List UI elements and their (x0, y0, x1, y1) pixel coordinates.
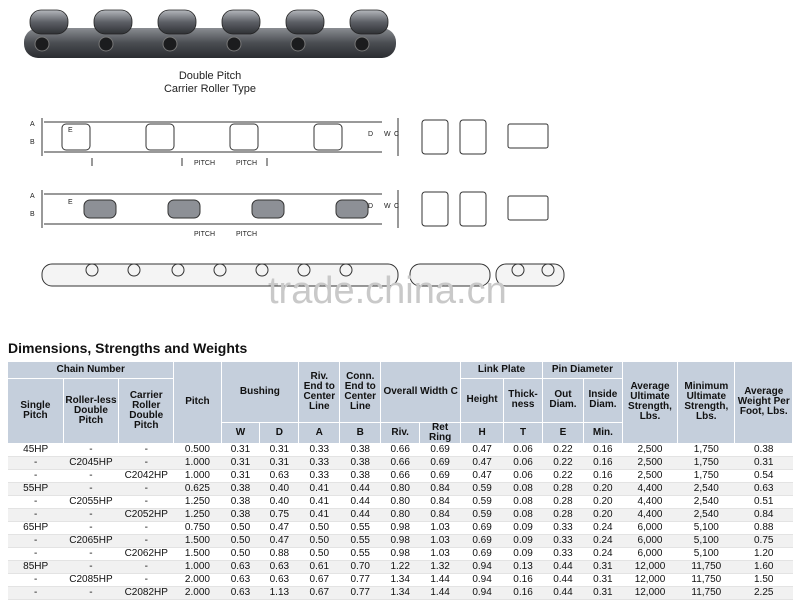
header-thickness: Thick-ness (504, 378, 543, 422)
table-cell: 0.61 (299, 560, 340, 573)
subheader-b: B (340, 422, 381, 443)
table-cell: 0.08 (504, 495, 543, 508)
table-cell: - (119, 456, 174, 469)
label-c: C (394, 131, 400, 138)
table-cell: 0.66 (381, 469, 420, 482)
table-row (8, 456, 793, 469)
table-cell: - (119, 443, 174, 456)
table-cell: - (119, 521, 174, 534)
table-cell: C2085HP (63, 573, 118, 586)
table-cell: 0.22 (542, 456, 583, 469)
table-cell: 0.66 (381, 456, 420, 469)
table-cell: 6,000 (622, 534, 677, 547)
header-riv-end: Riv. End to Center Line (299, 362, 340, 422)
table-cell: - (63, 521, 118, 534)
label-e: E (68, 127, 73, 134)
subheader-w: W (221, 422, 260, 443)
table-cell: 0.69 (420, 469, 461, 482)
table-cell: 0.09 (504, 534, 543, 547)
table-cell: 0.63 (260, 560, 299, 573)
table-cell: - (119, 573, 174, 586)
table-cell: 1.44 (420, 586, 461, 599)
table-cell: 0.88 (260, 547, 299, 560)
label-w: W (384, 131, 391, 138)
table-cell: 0.80 (381, 508, 420, 521)
table-cell: 0.47 (461, 469, 504, 482)
table-cell: 1.000 (174, 469, 221, 482)
table-cell: 1.20 (735, 547, 793, 560)
table-cell: - (8, 573, 63, 586)
table-cell: 0.50 (221, 547, 260, 560)
table-cell: 0.08 (504, 482, 543, 495)
table-cell: 2,500 (622, 443, 677, 456)
label-d-2: D (368, 203, 374, 210)
table-cell: 0.69 (420, 456, 461, 469)
table-cell: 5,100 (678, 547, 735, 560)
table-row (8, 443, 793, 456)
table-cell: 12,000 (622, 586, 677, 599)
table-cell: 1.000 (174, 560, 221, 573)
table-cell: 1,750 (678, 443, 735, 456)
table-cell: 85HP (8, 560, 63, 573)
table-cell: 1.03 (420, 534, 461, 547)
header-bushing: Bushing (221, 362, 299, 422)
table-cell: 0.44 (340, 495, 381, 508)
table-cell: 0.63 (221, 560, 260, 573)
table-cell: 5,100 (678, 534, 735, 547)
table-cell: 0.54 (735, 469, 793, 482)
table-cell: 0.63 (735, 482, 793, 495)
header-avg-weight: Average Weight Per Foot, Lbs. (735, 362, 793, 443)
table-cell: 5,100 (678, 521, 735, 534)
table-cell: 0.41 (299, 508, 340, 521)
table-cell: 0.06 (504, 443, 543, 456)
table-cell: 0.63 (221, 586, 260, 599)
table-cell: 0.31 (260, 456, 299, 469)
table-cell: 2,540 (678, 495, 735, 508)
chain-drawing-top (22, 112, 582, 172)
table-cell: 1.250 (174, 508, 221, 521)
table-cell: C2082HP (119, 586, 174, 599)
table-cell: 0.75 (735, 534, 793, 547)
table-cell: 0.70 (340, 560, 381, 573)
table-row (8, 482, 793, 495)
table-cell: 0.66 (381, 443, 420, 456)
subheader-d: D (260, 422, 299, 443)
header-carrier-roller: Carrier Roller Double Pitch (119, 378, 174, 443)
table-cell: 1.22 (381, 560, 420, 573)
table-cell: 1.60 (735, 560, 793, 573)
table-cell: 0.84 (420, 495, 461, 508)
table-cell: - (63, 586, 118, 599)
table-cell: 0.41 (299, 482, 340, 495)
table-cell: 0.06 (504, 469, 543, 482)
table-cell: 0.77 (340, 586, 381, 599)
table-row (8, 547, 793, 560)
header-height: Height (461, 378, 504, 422)
table-cell: - (119, 534, 174, 547)
table-cell: 4,400 (622, 495, 677, 508)
table-row (8, 534, 793, 547)
table-cell: 12,000 (622, 560, 677, 573)
table-cell: 1.13 (260, 586, 299, 599)
table-cell: 0.16 (583, 456, 622, 469)
table-cell: 0.38 (340, 443, 381, 456)
table-cell: 0.55 (340, 547, 381, 560)
table-cell: 0.33 (299, 456, 340, 469)
header-avg-strength: Average Ultimate Strength, Lbs. (622, 362, 677, 443)
table-cell: 0.44 (340, 508, 381, 521)
table-cell: 0.24 (583, 534, 622, 547)
table-cell: 0.16 (583, 469, 622, 482)
table-cell: 0.28 (542, 495, 583, 508)
table-cell: 0.44 (542, 560, 583, 573)
table-cell: 1,750 (678, 456, 735, 469)
table-cell: C2055HP (63, 495, 118, 508)
table-cell: 1.500 (174, 534, 221, 547)
table-cell: 0.40 (260, 495, 299, 508)
table-cell: 0.67 (299, 573, 340, 586)
header-overall-width: Overall Width C (381, 362, 461, 422)
table-cell: 0.31 (735, 456, 793, 469)
table-cell: 0.59 (461, 508, 504, 521)
table-cell: C2045HP (63, 456, 118, 469)
table-cell: 0.24 (583, 547, 622, 560)
table-row (8, 521, 793, 534)
table-cell: 0.44 (542, 573, 583, 586)
table-cell: 0.63 (260, 573, 299, 586)
table-cell: 0.50 (299, 521, 340, 534)
table-cell: 0.63 (221, 573, 260, 586)
label-pitch-3: PITCH (194, 231, 215, 238)
table-cell: - (119, 495, 174, 508)
table-cell: C2052HP (119, 508, 174, 521)
header-min-strength: Minimum Ultimate Strength, Lbs. (678, 362, 735, 443)
table-row (8, 586, 793, 599)
table-cell: 0.84 (735, 508, 793, 521)
label-pitch-4: PITCH (236, 231, 257, 238)
table-cell: 2,540 (678, 508, 735, 521)
table-cell: 0.13 (504, 560, 543, 573)
table-cell: 0.33 (542, 521, 583, 534)
table-cell: 1,750 (678, 469, 735, 482)
table-cell: 2,500 (622, 469, 677, 482)
table-cell: 6,000 (622, 547, 677, 560)
table-cell: 2.25 (735, 586, 793, 599)
table-cell: 0.28 (542, 508, 583, 521)
table-cell: 1.000 (174, 456, 221, 469)
table-cell: 0.67 (299, 586, 340, 599)
table-cell: 0.31 (221, 469, 260, 482)
table-cell: 0.500 (174, 443, 221, 456)
table-cell: - (8, 469, 63, 482)
table-cell: 0.98 (381, 547, 420, 560)
table-cell: - (8, 586, 63, 599)
subheader-ret-ring: Ret Ring (420, 422, 461, 443)
table-cell: 11,750 (678, 560, 735, 573)
table-cell: 0.63 (260, 469, 299, 482)
table-cell: C2065HP (63, 534, 118, 547)
subheader-t: T (504, 422, 543, 443)
table-row (8, 560, 793, 573)
table-cell: 1.32 (420, 560, 461, 573)
table-cell: 4,400 (622, 482, 677, 495)
header-rollerless: Roller-less Double Pitch (63, 378, 118, 443)
table-cell: - (8, 534, 63, 547)
table-cell: 11,750 (678, 586, 735, 599)
chain-photo (22, 6, 402, 64)
table-cell: 0.08 (504, 508, 543, 521)
table-cell: 1.50 (735, 573, 793, 586)
table-cell: - (63, 547, 118, 560)
table-cell: 1.44 (420, 573, 461, 586)
label-a-2: A (30, 193, 35, 200)
table-cell: 0.55 (340, 521, 381, 534)
table-cell: - (63, 443, 118, 456)
table-cell: 0.47 (260, 521, 299, 534)
table-cell: 0.16 (583, 443, 622, 456)
table-cell: 0.50 (299, 534, 340, 547)
table-cell: 0.38 (221, 508, 260, 521)
label-b-2: B (30, 211, 35, 218)
table-cell: - (63, 469, 118, 482)
spec-table-body (8, 443, 793, 599)
table-cell: 0.55 (340, 534, 381, 547)
table-cell: 1.34 (381, 586, 420, 599)
table-cell: 0.38 (340, 469, 381, 482)
table-cell: - (63, 560, 118, 573)
table-cell: 0.22 (542, 469, 583, 482)
table-cell: 0.77 (340, 573, 381, 586)
table-cell: 0.33 (299, 469, 340, 482)
table-cell: - (8, 508, 63, 521)
table-cell: 1.34 (381, 573, 420, 586)
header-inside-diam: Inside Diam. (583, 378, 622, 422)
table-cell: 0.47 (260, 534, 299, 547)
table-row (8, 508, 793, 521)
label-w-2: W (384, 203, 391, 210)
table-cell: 0.38 (735, 443, 793, 456)
table-cell: 0.38 (340, 456, 381, 469)
subheader-riv: Riv. (381, 422, 420, 443)
table-cell: - (63, 508, 118, 521)
table-cell: 0.38 (221, 495, 260, 508)
section-title: Dimensions, Strengths and Weights (8, 340, 248, 356)
table-cell: 0.33 (542, 547, 583, 560)
table-cell: 0.84 (420, 482, 461, 495)
table-cell: 6,000 (622, 521, 677, 534)
label-pitch-1: PITCH (194, 160, 215, 167)
table-cell: C2062HP (119, 547, 174, 560)
table-cell: 0.28 (542, 482, 583, 495)
spec-table (8, 362, 793, 600)
header-chain-number: Chain Number (8, 362, 174, 378)
table-cell: 0.31 (583, 586, 622, 599)
subheader-e: E (542, 422, 583, 443)
table-cell: 0.69 (420, 443, 461, 456)
table-cell: 0.44 (542, 586, 583, 599)
watermark: trade.china.cn (268, 270, 507, 312)
table-row (8, 495, 793, 508)
subheader-h: H (461, 422, 504, 443)
table-cell: 0.50 (299, 547, 340, 560)
label-pitch-2: PITCH (236, 160, 257, 167)
table-cell: 0.31 (221, 443, 260, 456)
label-b: B (30, 139, 35, 146)
table-cell: 2.000 (174, 573, 221, 586)
table-cell: 0.40 (260, 482, 299, 495)
table-cell: 2.000 (174, 586, 221, 599)
table-cell: 0.59 (461, 495, 504, 508)
header-single-pitch: Single Pitch (8, 378, 63, 443)
table-cell: 0.47 (461, 443, 504, 456)
table-cell: 0.94 (461, 586, 504, 599)
table-cell: 0.47 (461, 456, 504, 469)
table-cell: 0.41 (299, 495, 340, 508)
header-conn-end: Conn. End to Center Line (340, 362, 381, 422)
table-cell: 0.33 (542, 534, 583, 547)
table-cell: 11,750 (678, 573, 735, 586)
table-cell: 0.20 (583, 482, 622, 495)
table-cell: - (119, 560, 174, 573)
table-row (8, 469, 793, 482)
caption-line-2: Carrier Roller Type (163, 83, 257, 95)
table-cell: 0.94 (461, 560, 504, 573)
table-cell: - (63, 482, 118, 495)
table-cell: 0.69 (461, 521, 504, 534)
table-cell: 0.69 (461, 534, 504, 547)
subheader-a: A (299, 422, 340, 443)
table-cell: 2,500 (622, 456, 677, 469)
label-c-2: C (394, 203, 400, 210)
table-cell: 0.20 (583, 495, 622, 508)
table-cell: 0.50 (221, 534, 260, 547)
table-cell: 0.98 (381, 521, 420, 534)
table-cell: 0.31 (583, 573, 622, 586)
table-cell: 4,400 (622, 508, 677, 521)
table-cell: 0.31 (583, 560, 622, 573)
table-row (8, 573, 793, 586)
table-cell: 0.750 (174, 521, 221, 534)
table-cell: 0.59 (461, 482, 504, 495)
table-cell: 0.84 (420, 508, 461, 521)
table-cell: 0.16 (504, 586, 543, 599)
table-cell: 0.24 (583, 521, 622, 534)
table-cell: 0.80 (381, 495, 420, 508)
table-cell: 0.98 (381, 534, 420, 547)
table-cell: 0.51 (735, 495, 793, 508)
table-cell: 0.625 (174, 482, 221, 495)
table-cell: 55HP (8, 482, 63, 495)
table-cell: 0.09 (504, 521, 543, 534)
table-cell: 0.09 (504, 547, 543, 560)
table-cell: 0.20 (583, 508, 622, 521)
header-pin-diameter: Pin Diameter (542, 362, 622, 378)
table-cell: 1.03 (420, 521, 461, 534)
table-cell: 1.250 (174, 495, 221, 508)
table-cell: 12,000 (622, 573, 677, 586)
label-d: D (368, 131, 374, 138)
table-cell: 0.16 (504, 573, 543, 586)
table-cell: - (8, 495, 63, 508)
table-cell: 0.22 (542, 443, 583, 456)
table-cell: 0.38 (221, 482, 260, 495)
subheader-min: Min. (583, 422, 622, 443)
header-out-diam: Out Diam. (542, 378, 583, 422)
caption-line-1: Double Pitch (178, 70, 242, 82)
table-cell: - (8, 456, 63, 469)
table-cell: 0.80 (381, 482, 420, 495)
label-a: A (30, 121, 35, 128)
label-e-2: E (68, 199, 73, 206)
table-cell: 45HP (8, 443, 63, 456)
chain-caption (150, 70, 270, 96)
table-cell: 0.50 (221, 521, 260, 534)
table-cell: C2042HP (119, 469, 174, 482)
table-cell: 0.69 (461, 547, 504, 560)
table-cell: 0.75 (260, 508, 299, 521)
table-cell: 0.44 (340, 482, 381, 495)
table-cell: 0.88 (735, 521, 793, 534)
table-cell: 1.03 (420, 547, 461, 560)
chain-drawing-carrier (22, 186, 582, 242)
table-cell: 0.94 (461, 573, 504, 586)
header-link-plate: Link Plate (461, 362, 543, 378)
table-cell: 2,540 (678, 482, 735, 495)
table-cell: 0.31 (221, 456, 260, 469)
table-cell: 0.33 (299, 443, 340, 456)
table-cell: 1.500 (174, 547, 221, 560)
header-pitch: Pitch (174, 362, 221, 443)
table-cell: - (8, 547, 63, 560)
table-cell: 0.31 (260, 443, 299, 456)
table-cell: 0.06 (504, 456, 543, 469)
table-cell: - (119, 482, 174, 495)
table-cell: 65HP (8, 521, 63, 534)
